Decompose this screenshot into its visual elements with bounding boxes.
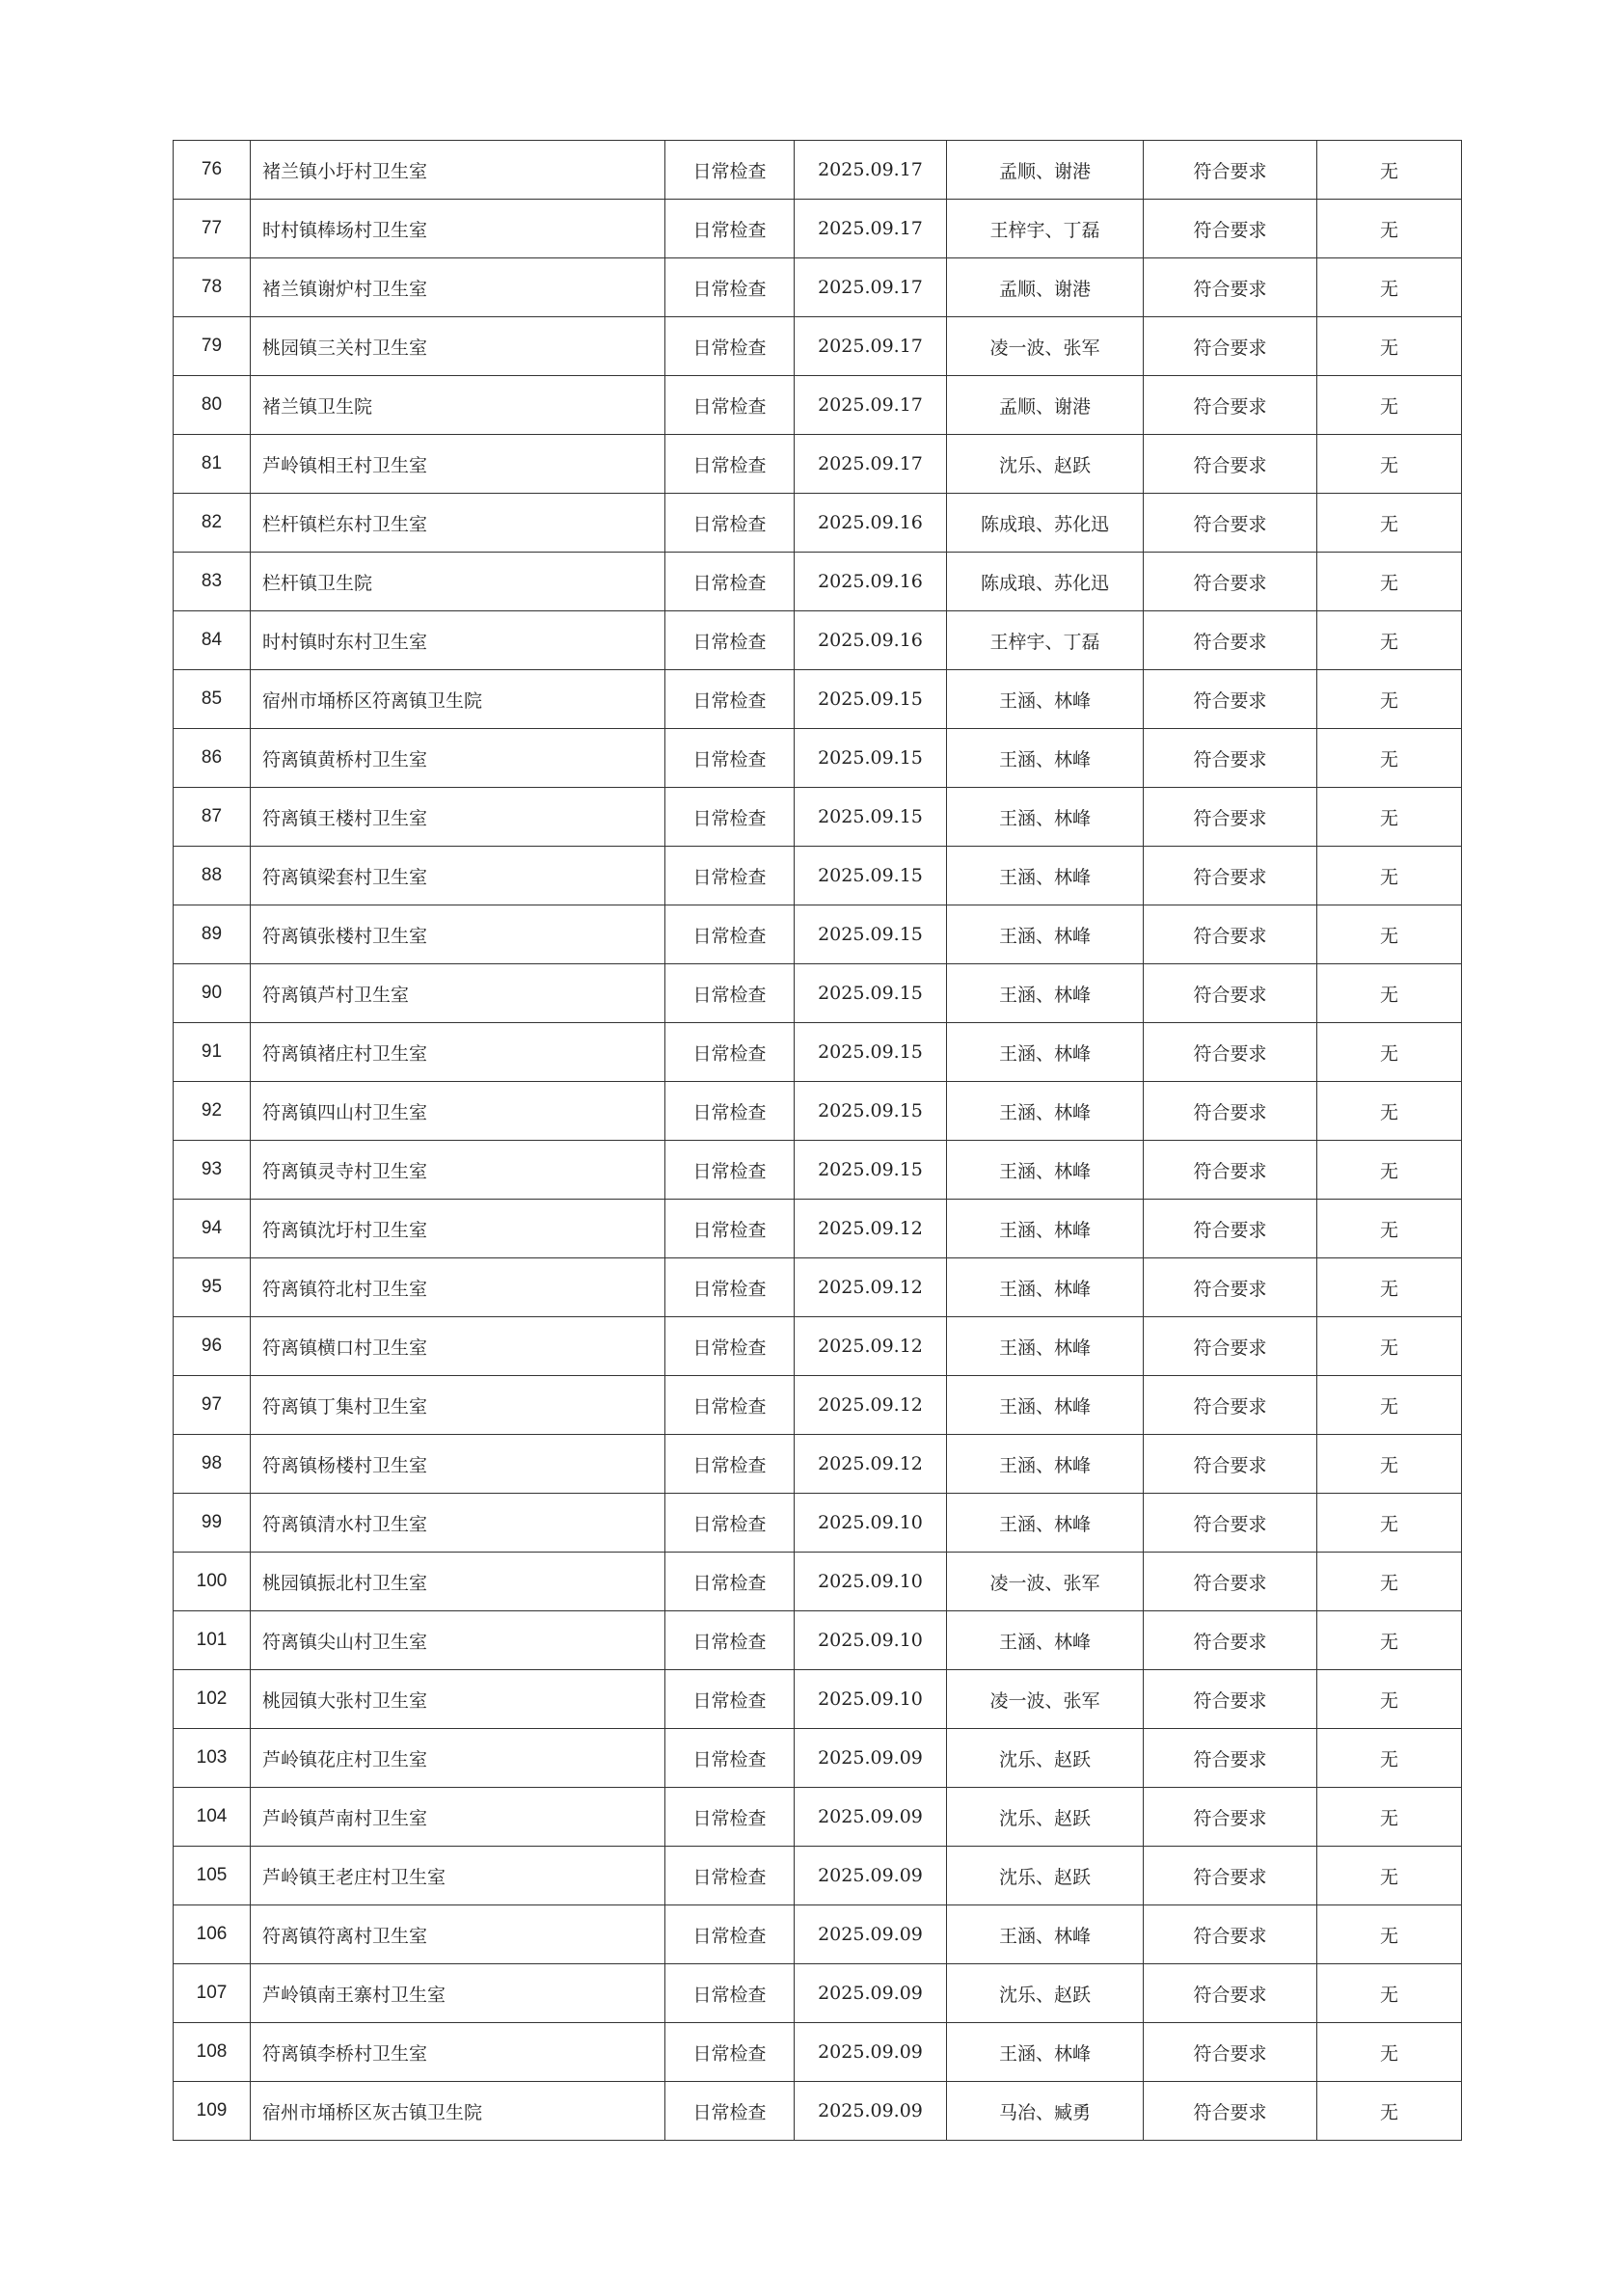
inspection-result-cell: 符合要求	[1144, 1435, 1317, 1494]
records-body	[174, 141, 1462, 2141]
issues-remark-cell: 无	[1317, 494, 1462, 553]
inspection-result-cell: 符合要求	[1144, 1494, 1317, 1553]
row-number-cell: 97	[174, 1376, 251, 1435]
inspectors-cell: 王涵、林峰	[947, 1317, 1144, 1376]
table-row	[174, 788, 1462, 847]
inspection-result-cell: 符合要求	[1144, 2023, 1317, 2082]
facility-name-cell: 符离镇黄桥村卫生室	[251, 729, 665, 788]
table-row	[174, 1905, 1462, 1964]
inspection-result-cell: 符合要求	[1144, 258, 1317, 317]
facility-name-cell: 栏杆镇卫生院	[251, 553, 665, 611]
row-number-cell: 109	[174, 2082, 251, 2141]
inspection-date-cell: 2025.09.15	[795, 1023, 947, 1082]
issues-remark-cell: 无	[1317, 1670, 1462, 1729]
issues-remark-cell: 无	[1317, 2023, 1462, 2082]
inspectors-cell: 王涵、林峰	[947, 2023, 1144, 2082]
facility-name-cell: 褚兰镇小圩村卫生室	[251, 141, 665, 200]
inspection-result-cell: 符合要求	[1144, 1141, 1317, 1200]
table-row	[174, 1670, 1462, 1729]
issues-remark-cell: 无	[1317, 788, 1462, 847]
inspectors-cell: 王涵、林峰	[947, 905, 1144, 964]
inspection-date-cell: 2025.09.15	[795, 1082, 947, 1141]
inspection-result-cell: 符合要求	[1144, 1847, 1317, 1905]
row-number-cell: 107	[174, 1964, 251, 2023]
row-number-cell: 87	[174, 788, 251, 847]
table-row	[174, 964, 1462, 1023]
inspectors-cell: 沈乐、赵跃	[947, 1847, 1144, 1905]
inspection-type-cell: 日常检查	[665, 553, 795, 611]
table-row	[174, 494, 1462, 553]
inspection-date-cell: 2025.09.09	[795, 2023, 947, 2082]
issues-remark-cell: 无	[1317, 1376, 1462, 1435]
inspection-records-table	[173, 140, 1462, 2141]
inspection-result-cell: 符合要求	[1144, 1905, 1317, 1964]
inspection-date-cell: 2025.09.17	[795, 435, 947, 494]
row-number-cell: 93	[174, 1141, 251, 1200]
table-row	[174, 1788, 1462, 1847]
inspectors-cell: 王涵、林峰	[947, 1141, 1144, 1200]
table-row	[174, 729, 1462, 788]
inspection-date-cell: 2025.09.09	[795, 1964, 947, 2023]
facility-name-cell: 符离镇四山村卫生室	[251, 1082, 665, 1141]
facility-name-cell: 时村镇时东村卫生室	[251, 611, 665, 670]
inspection-type-cell: 日常检查	[665, 1553, 795, 1611]
facility-name-cell: 符离镇符北村卫生室	[251, 1258, 665, 1317]
inspectors-cell: 沈乐、赵跃	[947, 1964, 1144, 2023]
table-row	[174, 611, 1462, 670]
inspectors-cell: 沈乐、赵跃	[947, 435, 1144, 494]
issues-remark-cell: 无	[1317, 1258, 1462, 1317]
table-row	[174, 141, 1462, 200]
issues-remark-cell: 无	[1317, 1729, 1462, 1788]
issues-remark-cell: 无	[1317, 1141, 1462, 1200]
issues-remark-cell: 无	[1317, 1611, 1462, 1670]
inspectors-cell: 凌一波、张军	[947, 1670, 1144, 1729]
facility-name-cell: 符离镇清水村卫生室	[251, 1494, 665, 1553]
facility-name-cell: 符离镇横口村卫生室	[251, 1317, 665, 1376]
row-number-cell: 91	[174, 1023, 251, 1082]
inspection-date-cell: 2025.09.17	[795, 376, 947, 435]
inspectors-cell: 陈成琅、苏化迅	[947, 553, 1144, 611]
inspection-date-cell: 2025.09.15	[795, 670, 947, 729]
inspection-type-cell: 日常检查	[665, 1023, 795, 1082]
inspection-type-cell: 日常检查	[665, 788, 795, 847]
inspection-date-cell: 2025.09.15	[795, 847, 947, 905]
table-row	[174, 317, 1462, 376]
facility-name-cell: 符离镇符离村卫生室	[251, 1905, 665, 1964]
facility-name-cell: 桃园镇三关村卫生室	[251, 317, 665, 376]
inspection-result-cell: 符合要求	[1144, 317, 1317, 376]
issues-remark-cell: 无	[1317, 1023, 1462, 1082]
inspection-date-cell: 2025.09.15	[795, 729, 947, 788]
inspectors-cell: 王涵、林峰	[947, 1494, 1144, 1553]
inspection-type-cell: 日常检查	[665, 847, 795, 905]
row-number-cell: 105	[174, 1847, 251, 1905]
inspection-result-cell: 符合要求	[1144, 1258, 1317, 1317]
issues-remark-cell: 无	[1317, 1435, 1462, 1494]
inspection-type-cell: 日常检查	[665, 435, 795, 494]
inspection-type-cell: 日常检查	[665, 611, 795, 670]
inspection-result-cell: 符合要求	[1144, 1082, 1317, 1141]
row-number-cell: 81	[174, 435, 251, 494]
issues-remark-cell: 无	[1317, 964, 1462, 1023]
inspection-type-cell: 日常检查	[665, 1317, 795, 1376]
inspection-result-cell: 符合要求	[1144, 141, 1317, 200]
inspectors-cell: 王涵、林峰	[947, 1023, 1144, 1082]
row-number-cell: 99	[174, 1494, 251, 1553]
facility-name-cell: 宿州市埇桥区灰古镇卫生院	[251, 2082, 665, 2141]
inspectors-cell: 王涵、林峰	[947, 1611, 1144, 1670]
inspection-date-cell: 2025.09.10	[795, 1611, 947, 1670]
inspection-type-cell: 日常检查	[665, 1376, 795, 1435]
table-row	[174, 1200, 1462, 1258]
table-row	[174, 2023, 1462, 2082]
issues-remark-cell: 无	[1317, 1788, 1462, 1847]
inspection-result-cell: 符合要求	[1144, 376, 1317, 435]
inspection-type-cell: 日常检查	[665, 494, 795, 553]
facility-name-cell: 符离镇芦村卫生室	[251, 964, 665, 1023]
row-number-cell: 98	[174, 1435, 251, 1494]
row-number-cell: 100	[174, 1553, 251, 1611]
table-row	[174, 1847, 1462, 1905]
inspection-type-cell: 日常检查	[665, 1082, 795, 1141]
issues-remark-cell: 无	[1317, 2082, 1462, 2141]
inspection-result-cell: 符合要求	[1144, 1023, 1317, 1082]
inspection-date-cell: 2025.09.09	[795, 1905, 947, 1964]
row-number-cell: 106	[174, 1905, 251, 1964]
facility-name-cell: 芦岭镇芦南村卫生室	[251, 1788, 665, 1847]
inspectors-cell: 沈乐、赵跃	[947, 1729, 1144, 1788]
row-number-cell: 90	[174, 964, 251, 1023]
facility-name-cell: 芦岭镇相王村卫生室	[251, 435, 665, 494]
inspection-date-cell: 2025.09.10	[795, 1670, 947, 1729]
table-row	[174, 1023, 1462, 1082]
row-number-cell: 85	[174, 670, 251, 729]
inspection-date-cell: 2025.09.10	[795, 1553, 947, 1611]
inspection-date-cell: 2025.09.17	[795, 141, 947, 200]
row-number-cell: 104	[174, 1788, 251, 1847]
issues-remark-cell: 无	[1317, 729, 1462, 788]
facility-name-cell: 符离镇尖山村卫生室	[251, 1611, 665, 1670]
row-number-cell: 86	[174, 729, 251, 788]
inspection-result-cell: 符合要求	[1144, 1729, 1317, 1788]
inspection-type-cell: 日常检查	[665, 1494, 795, 1553]
table-row	[174, 1376, 1462, 1435]
inspection-date-cell: 2025.09.15	[795, 1141, 947, 1200]
inspection-type-cell: 日常检查	[665, 376, 795, 435]
table-row	[174, 1553, 1462, 1611]
inspection-result-cell: 符合要求	[1144, 847, 1317, 905]
inspection-type-cell: 日常检查	[665, 1847, 795, 1905]
inspectors-cell: 王涵、林峰	[947, 1082, 1144, 1141]
inspection-date-cell: 2025.09.09	[795, 1847, 947, 1905]
facility-name-cell: 芦岭镇南王寨村卫生室	[251, 1964, 665, 2023]
inspectors-cell: 马冶、臧勇	[947, 2082, 1144, 2141]
inspectors-cell: 王涵、林峰	[947, 1258, 1144, 1317]
table-row	[174, 1317, 1462, 1376]
inspection-result-cell: 符合要求	[1144, 2082, 1317, 2141]
inspectors-cell: 孟顺、谢港	[947, 258, 1144, 317]
inspection-date-cell: 2025.09.12	[795, 1317, 947, 1376]
row-number-cell: 96	[174, 1317, 251, 1376]
inspection-type-cell: 日常检查	[665, 1670, 795, 1729]
inspectors-cell: 王涵、林峰	[947, 788, 1144, 847]
inspection-type-cell: 日常检查	[665, 964, 795, 1023]
inspection-result-cell: 符合要求	[1144, 729, 1317, 788]
inspection-date-cell: 2025.09.09	[795, 1788, 947, 1847]
table-row	[174, 670, 1462, 729]
inspection-result-cell: 符合要求	[1144, 200, 1317, 258]
inspectors-cell: 王涵、林峰	[947, 670, 1144, 729]
row-number-cell: 92	[174, 1082, 251, 1141]
facility-name-cell: 符离镇张楼村卫生室	[251, 905, 665, 964]
issues-remark-cell: 无	[1317, 1082, 1462, 1141]
facility-name-cell: 宿州市埇桥区符离镇卫生院	[251, 670, 665, 729]
inspection-date-cell: 2025.09.09	[795, 1729, 947, 1788]
table-row	[174, 905, 1462, 964]
facility-name-cell: 符离镇褚庄村卫生室	[251, 1023, 665, 1082]
inspection-date-cell: 2025.09.16	[795, 494, 947, 553]
row-number-cell: 82	[174, 494, 251, 553]
inspection-type-cell: 日常检查	[665, 200, 795, 258]
inspection-result-cell: 符合要求	[1144, 788, 1317, 847]
facility-name-cell: 芦岭镇花庄村卫生室	[251, 1729, 665, 1788]
table-row	[174, 847, 1462, 905]
inspection-date-cell: 2025.09.17	[795, 258, 947, 317]
inspection-type-cell: 日常检查	[665, 729, 795, 788]
facility-name-cell: 符离镇丁集村卫生室	[251, 1376, 665, 1435]
issues-remark-cell: 无	[1317, 1964, 1462, 2023]
row-number-cell: 80	[174, 376, 251, 435]
table-row	[174, 1611, 1462, 1670]
inspection-type-cell: 日常检查	[665, 2023, 795, 2082]
facility-name-cell: 芦岭镇王老庄村卫生室	[251, 1847, 665, 1905]
facility-name-cell: 符离镇李桥村卫生室	[251, 2023, 665, 2082]
facility-name-cell: 桃园镇振北村卫生室	[251, 1553, 665, 1611]
row-number-cell: 108	[174, 2023, 251, 2082]
inspection-date-cell: 2025.09.12	[795, 1200, 947, 1258]
inspectors-cell: 王涵、林峰	[947, 729, 1144, 788]
row-number-cell: 95	[174, 1258, 251, 1317]
inspectors-cell: 王涵、林峰	[947, 1905, 1144, 1964]
inspectors-cell: 凌一波、张军	[947, 317, 1144, 376]
facility-name-cell: 符离镇沈圩村卫生室	[251, 1200, 665, 1258]
facility-name-cell: 栏杆镇栏东村卫生室	[251, 494, 665, 553]
inspectors-cell: 王涵、林峰	[947, 847, 1144, 905]
table-row	[174, 200, 1462, 258]
table-row	[174, 1258, 1462, 1317]
issues-remark-cell: 无	[1317, 317, 1462, 376]
inspection-date-cell: 2025.09.12	[795, 1258, 947, 1317]
table-row	[174, 376, 1462, 435]
inspectors-cell: 王涵、林峰	[947, 964, 1144, 1023]
table-row	[174, 1964, 1462, 2023]
inspectors-cell: 沈乐、赵跃	[947, 1788, 1144, 1847]
inspection-date-cell: 2025.09.16	[795, 611, 947, 670]
inspection-result-cell: 符合要求	[1144, 964, 1317, 1023]
facility-name-cell: 符离镇灵寺村卫生室	[251, 1141, 665, 1200]
inspection-date-cell: 2025.09.12	[795, 1376, 947, 1435]
table-row	[174, 435, 1462, 494]
inspection-result-cell: 符合要求	[1144, 1317, 1317, 1376]
inspection-type-cell: 日常检查	[665, 1964, 795, 2023]
inspection-type-cell: 日常检查	[665, 1905, 795, 1964]
facility-name-cell: 符离镇王楼村卫生室	[251, 788, 665, 847]
inspection-result-cell: 符合要求	[1144, 494, 1317, 553]
row-number-cell: 102	[174, 1670, 251, 1729]
issues-remark-cell: 无	[1317, 905, 1462, 964]
inspectors-cell: 王涵、林峰	[947, 1200, 1144, 1258]
issues-remark-cell: 无	[1317, 141, 1462, 200]
issues-remark-cell: 无	[1317, 611, 1462, 670]
row-number-cell: 103	[174, 1729, 251, 1788]
issues-remark-cell: 无	[1317, 1553, 1462, 1611]
inspection-result-cell: 符合要求	[1144, 1553, 1317, 1611]
issues-remark-cell: 无	[1317, 1494, 1462, 1553]
inspection-result-cell: 符合要求	[1144, 1376, 1317, 1435]
table-row	[174, 1729, 1462, 1788]
table-row	[174, 1494, 1462, 1553]
inspection-date-cell: 2025.09.12	[795, 1435, 947, 1494]
row-number-cell: 88	[174, 847, 251, 905]
inspection-type-cell: 日常检查	[665, 1729, 795, 1788]
issues-remark-cell: 无	[1317, 435, 1462, 494]
issues-remark-cell: 无	[1317, 847, 1462, 905]
table-row	[174, 1141, 1462, 1200]
issues-remark-cell: 无	[1317, 670, 1462, 729]
row-number-cell: 84	[174, 611, 251, 670]
issues-remark-cell: 无	[1317, 553, 1462, 611]
row-number-cell: 83	[174, 553, 251, 611]
row-number-cell: 78	[174, 258, 251, 317]
issues-remark-cell: 无	[1317, 1317, 1462, 1376]
inspection-result-cell: 符合要求	[1144, 905, 1317, 964]
issues-remark-cell: 无	[1317, 376, 1462, 435]
inspection-type-cell: 日常检查	[665, 141, 795, 200]
facility-name-cell: 符离镇杨楼村卫生室	[251, 1435, 665, 1494]
inspection-result-cell: 符合要求	[1144, 1200, 1317, 1258]
inspection-type-cell: 日常检查	[665, 2082, 795, 2141]
inspection-result-cell: 符合要求	[1144, 1788, 1317, 1847]
inspection-type-cell: 日常检查	[665, 1435, 795, 1494]
facility-name-cell: 褚兰镇卫生院	[251, 376, 665, 435]
inspection-result-cell: 符合要求	[1144, 611, 1317, 670]
table-row	[174, 258, 1462, 317]
row-number-cell: 101	[174, 1611, 251, 1670]
inspectors-cell: 王梓宇、丁磊	[947, 611, 1144, 670]
issues-remark-cell: 无	[1317, 1200, 1462, 1258]
inspection-type-cell: 日常检查	[665, 670, 795, 729]
inspection-date-cell: 2025.09.09	[795, 2082, 947, 2141]
issues-remark-cell: 无	[1317, 258, 1462, 317]
row-number-cell: 77	[174, 200, 251, 258]
table-row	[174, 1082, 1462, 1141]
inspection-type-cell: 日常检查	[665, 1141, 795, 1200]
inspection-date-cell: 2025.09.10	[795, 1494, 947, 1553]
inspectors-cell: 孟顺、谢港	[947, 141, 1144, 200]
inspection-date-cell: 2025.09.15	[795, 905, 947, 964]
inspection-date-cell: 2025.09.16	[795, 553, 947, 611]
table-row	[174, 553, 1462, 611]
issues-remark-cell: 无	[1317, 1905, 1462, 1964]
row-number-cell: 94	[174, 1200, 251, 1258]
inspectors-cell: 王涵、林峰	[947, 1435, 1144, 1494]
facility-name-cell: 桃园镇大张村卫生室	[251, 1670, 665, 1729]
inspectors-cell: 王涵、林峰	[947, 1376, 1144, 1435]
issues-remark-cell: 无	[1317, 200, 1462, 258]
inspection-type-cell: 日常检查	[665, 1611, 795, 1670]
inspection-type-cell: 日常检查	[665, 1788, 795, 1847]
inspectors-cell: 凌一波、张军	[947, 1553, 1144, 1611]
inspection-type-cell: 日常检查	[665, 905, 795, 964]
inspectors-cell: 陈成琅、苏化迅	[947, 494, 1144, 553]
table-row	[174, 1435, 1462, 1494]
inspection-date-cell: 2025.09.17	[795, 200, 947, 258]
inspectors-cell: 王梓宇、丁磊	[947, 200, 1144, 258]
row-number-cell: 89	[174, 905, 251, 964]
inspection-type-cell: 日常检查	[665, 317, 795, 376]
row-number-cell: 76	[174, 141, 251, 200]
inspection-result-cell: 符合要求	[1144, 553, 1317, 611]
facility-name-cell: 时村镇棒场村卫生室	[251, 200, 665, 258]
inspection-result-cell: 符合要求	[1144, 670, 1317, 729]
inspection-result-cell: 符合要求	[1144, 1964, 1317, 2023]
inspection-date-cell: 2025.09.15	[795, 964, 947, 1023]
inspection-type-cell: 日常检查	[665, 258, 795, 317]
table-row	[174, 2082, 1462, 2141]
issues-remark-cell: 无	[1317, 1847, 1462, 1905]
inspection-result-cell: 符合要求	[1144, 1611, 1317, 1670]
inspectors-cell: 孟顺、谢港	[947, 376, 1144, 435]
inspection-result-cell: 符合要求	[1144, 1670, 1317, 1729]
inspection-result-cell: 符合要求	[1144, 435, 1317, 494]
facility-name-cell: 符离镇梁套村卫生室	[251, 847, 665, 905]
inspection-type-cell: 日常检查	[665, 1200, 795, 1258]
inspection-date-cell: 2025.09.17	[795, 317, 947, 376]
inspection-type-cell: 日常检查	[665, 1258, 795, 1317]
inspection-date-cell: 2025.09.15	[795, 788, 947, 847]
row-number-cell: 79	[174, 317, 251, 376]
facility-name-cell: 褚兰镇谢炉村卫生室	[251, 258, 665, 317]
